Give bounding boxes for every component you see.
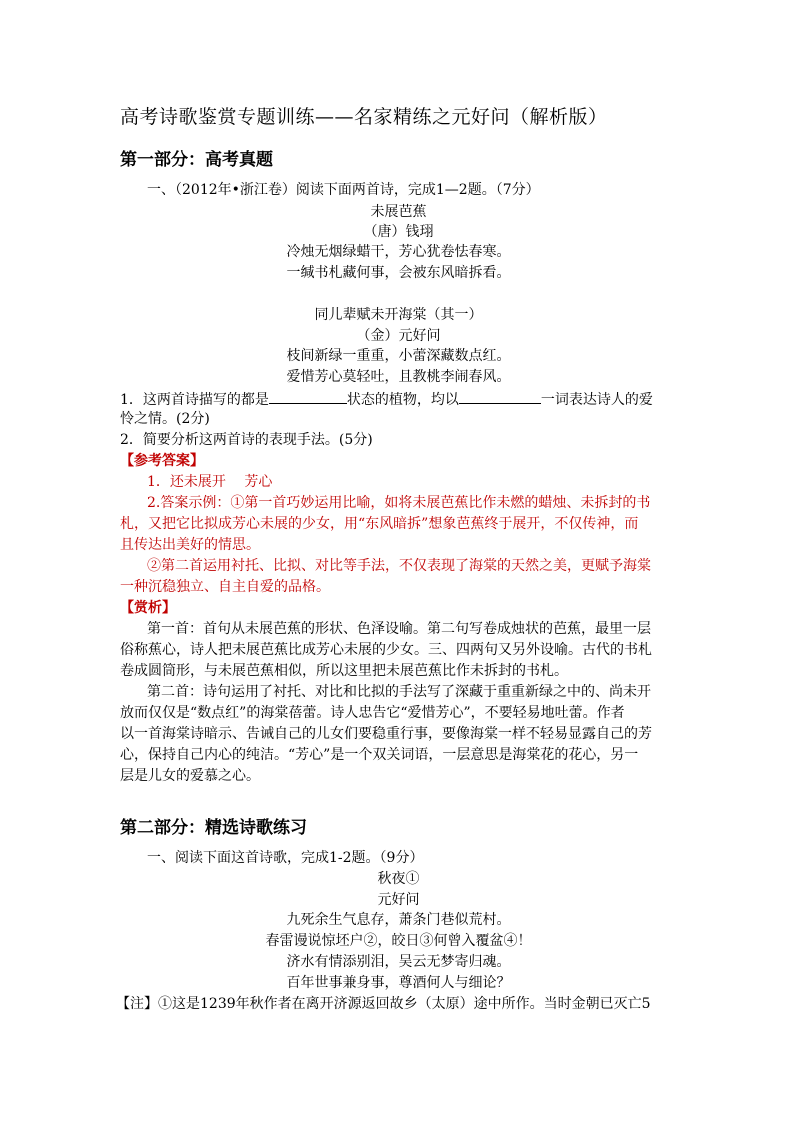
part1-heading: 第一部分：高考真题	[120, 150, 273, 170]
part2-poem-line: 济水有情添别泪，吴云无梦寄归魂。	[286, 954, 511, 970]
answer-line: ②第二首运用衬托、比拟、对比等手法，不仅表现了海棠的天然之美，更赋予海棠	[147, 558, 651, 574]
document-title: 高考诗歌鉴赏专题训练——名家精练之元好问（解析版）	[120, 106, 608, 128]
part2-heading: 第二部分：精选诗歌练习	[120, 818, 307, 838]
analysis-line: 放而仅仅是“数点红”的海棠蓓蕾。诗人忠告它“爱惜芳心”，不要轻易地吐蕾。作者	[120, 705, 625, 721]
part1-question-intro: 一、（2012年•浙江卷）阅读下面两首诗，完成1—2题。（7分）	[147, 182, 540, 198]
poem2-author: （金）元好问	[356, 328, 441, 344]
answer-text: 想象芭蕉终于展开，不仅传神，而	[428, 516, 639, 532]
analysis-line: 心，保持自己内心的纯洁。“芳心”是一个双关词语，一层意思是海棠花的花心，另一	[120, 747, 639, 763]
answer-line: 2.答案示例：①第一首巧妙运用比喻，如将未展芭蕉比作未燃的蜡烛、未拆封的书	[147, 495, 651, 511]
poem1-line: 冷烛无烟绿蜡干，芳心犹卷怯春寒。	[286, 244, 511, 260]
answer-line: 一种沉稳独立、自主自爱的品格。	[120, 579, 330, 595]
analysis-line: 卷成圆筒形，与未展芭蕉相似，所以这里把未展芭蕉比作未拆封的书札。	[120, 663, 568, 679]
poem2-line: 枝间新绿一重重，小蕾深藏数点红。	[286, 348, 511, 364]
answer-line: 且传达出美好的情思。	[120, 537, 260, 553]
analysis-label: 【赏析】	[120, 600, 176, 616]
answer-label: 【参考答案】	[120, 453, 204, 469]
analysis-line: 俗称蕉心，诗人把未展芭蕉比成芳心未展的少女。三、四两句又另外设喻。古代的书札	[120, 642, 652, 658]
question1-text: 一词表达诗人的爱	[540, 392, 653, 408]
answer-quote: “东风暗拆”	[358, 516, 429, 532]
answer-line	[120, 514, 638, 535]
question2: 2．简要分析这两首诗的表现手法。(5分)	[120, 432, 373, 448]
question1-line	[120, 388, 653, 411]
answer-line: 1．还未展开 芳心	[147, 474, 273, 490]
answer-blank	[459, 388, 541, 404]
part2-question-intro: 一、阅读下面这首诗歌，完成1-2题。（9分）	[147, 850, 424, 866]
part2-poem-line: 九死余生气息存，萧条门巷似荒村。	[286, 912, 511, 928]
poem2-title: 同儿辈赋未开海棠（其一）	[314, 307, 483, 323]
question1-line: 怜之情。(2分)	[120, 411, 210, 427]
poem1-author: （唐）钱珝	[363, 224, 434, 240]
answer-text: 札，又把它比拟成芳心未展的少女，用	[120, 516, 358, 532]
poem1-line: 一缄书札藏何事，会被东风暗拆看。	[286, 265, 511, 281]
question1-text: 1．这两首诗描写的都是	[120, 392, 269, 408]
analysis-line: 层是儿女的爱慕之心。	[120, 768, 260, 784]
poem1-title: 未展芭蕉	[370, 204, 427, 220]
analysis-line: 第一首：首句从未展芭蕉的形状、色泽设喻。第二句写卷成烛状的芭蕉，最里一层	[147, 621, 651, 637]
part2-note: 【注】①这是1239年秋作者在离开济源返回故乡（太原）途中所作。当时金朝已灭亡5	[116, 996, 651, 1012]
poem2-line: 爱惜芳心莫轻吐，且教桃李闹春风。	[286, 369, 511, 385]
part2-poem-title: 秋夜①	[377, 871, 420, 887]
part2-poem-author: 元好问	[377, 892, 420, 908]
part2-poem-line: 百年世事兼身事，尊酒何人与细论？	[286, 975, 511, 991]
analysis-line: 以一首海棠诗暗示、告诫自己的儿女们要稳重行事，要像海棠一样不轻易显露自己的芳	[120, 726, 652, 742]
answer-blank	[269, 388, 347, 404]
part2-poem-line: 春雷谩说惊坯户②，皎日③何曾入覆盆④！	[265, 933, 532, 949]
analysis-line: 第二首：诗句运用了衬托、对比和比拟的手法写了深藏于重重新绿之中的、尚未开	[147, 684, 651, 700]
question1-text: 状态的植物，均以	[346, 392, 459, 408]
